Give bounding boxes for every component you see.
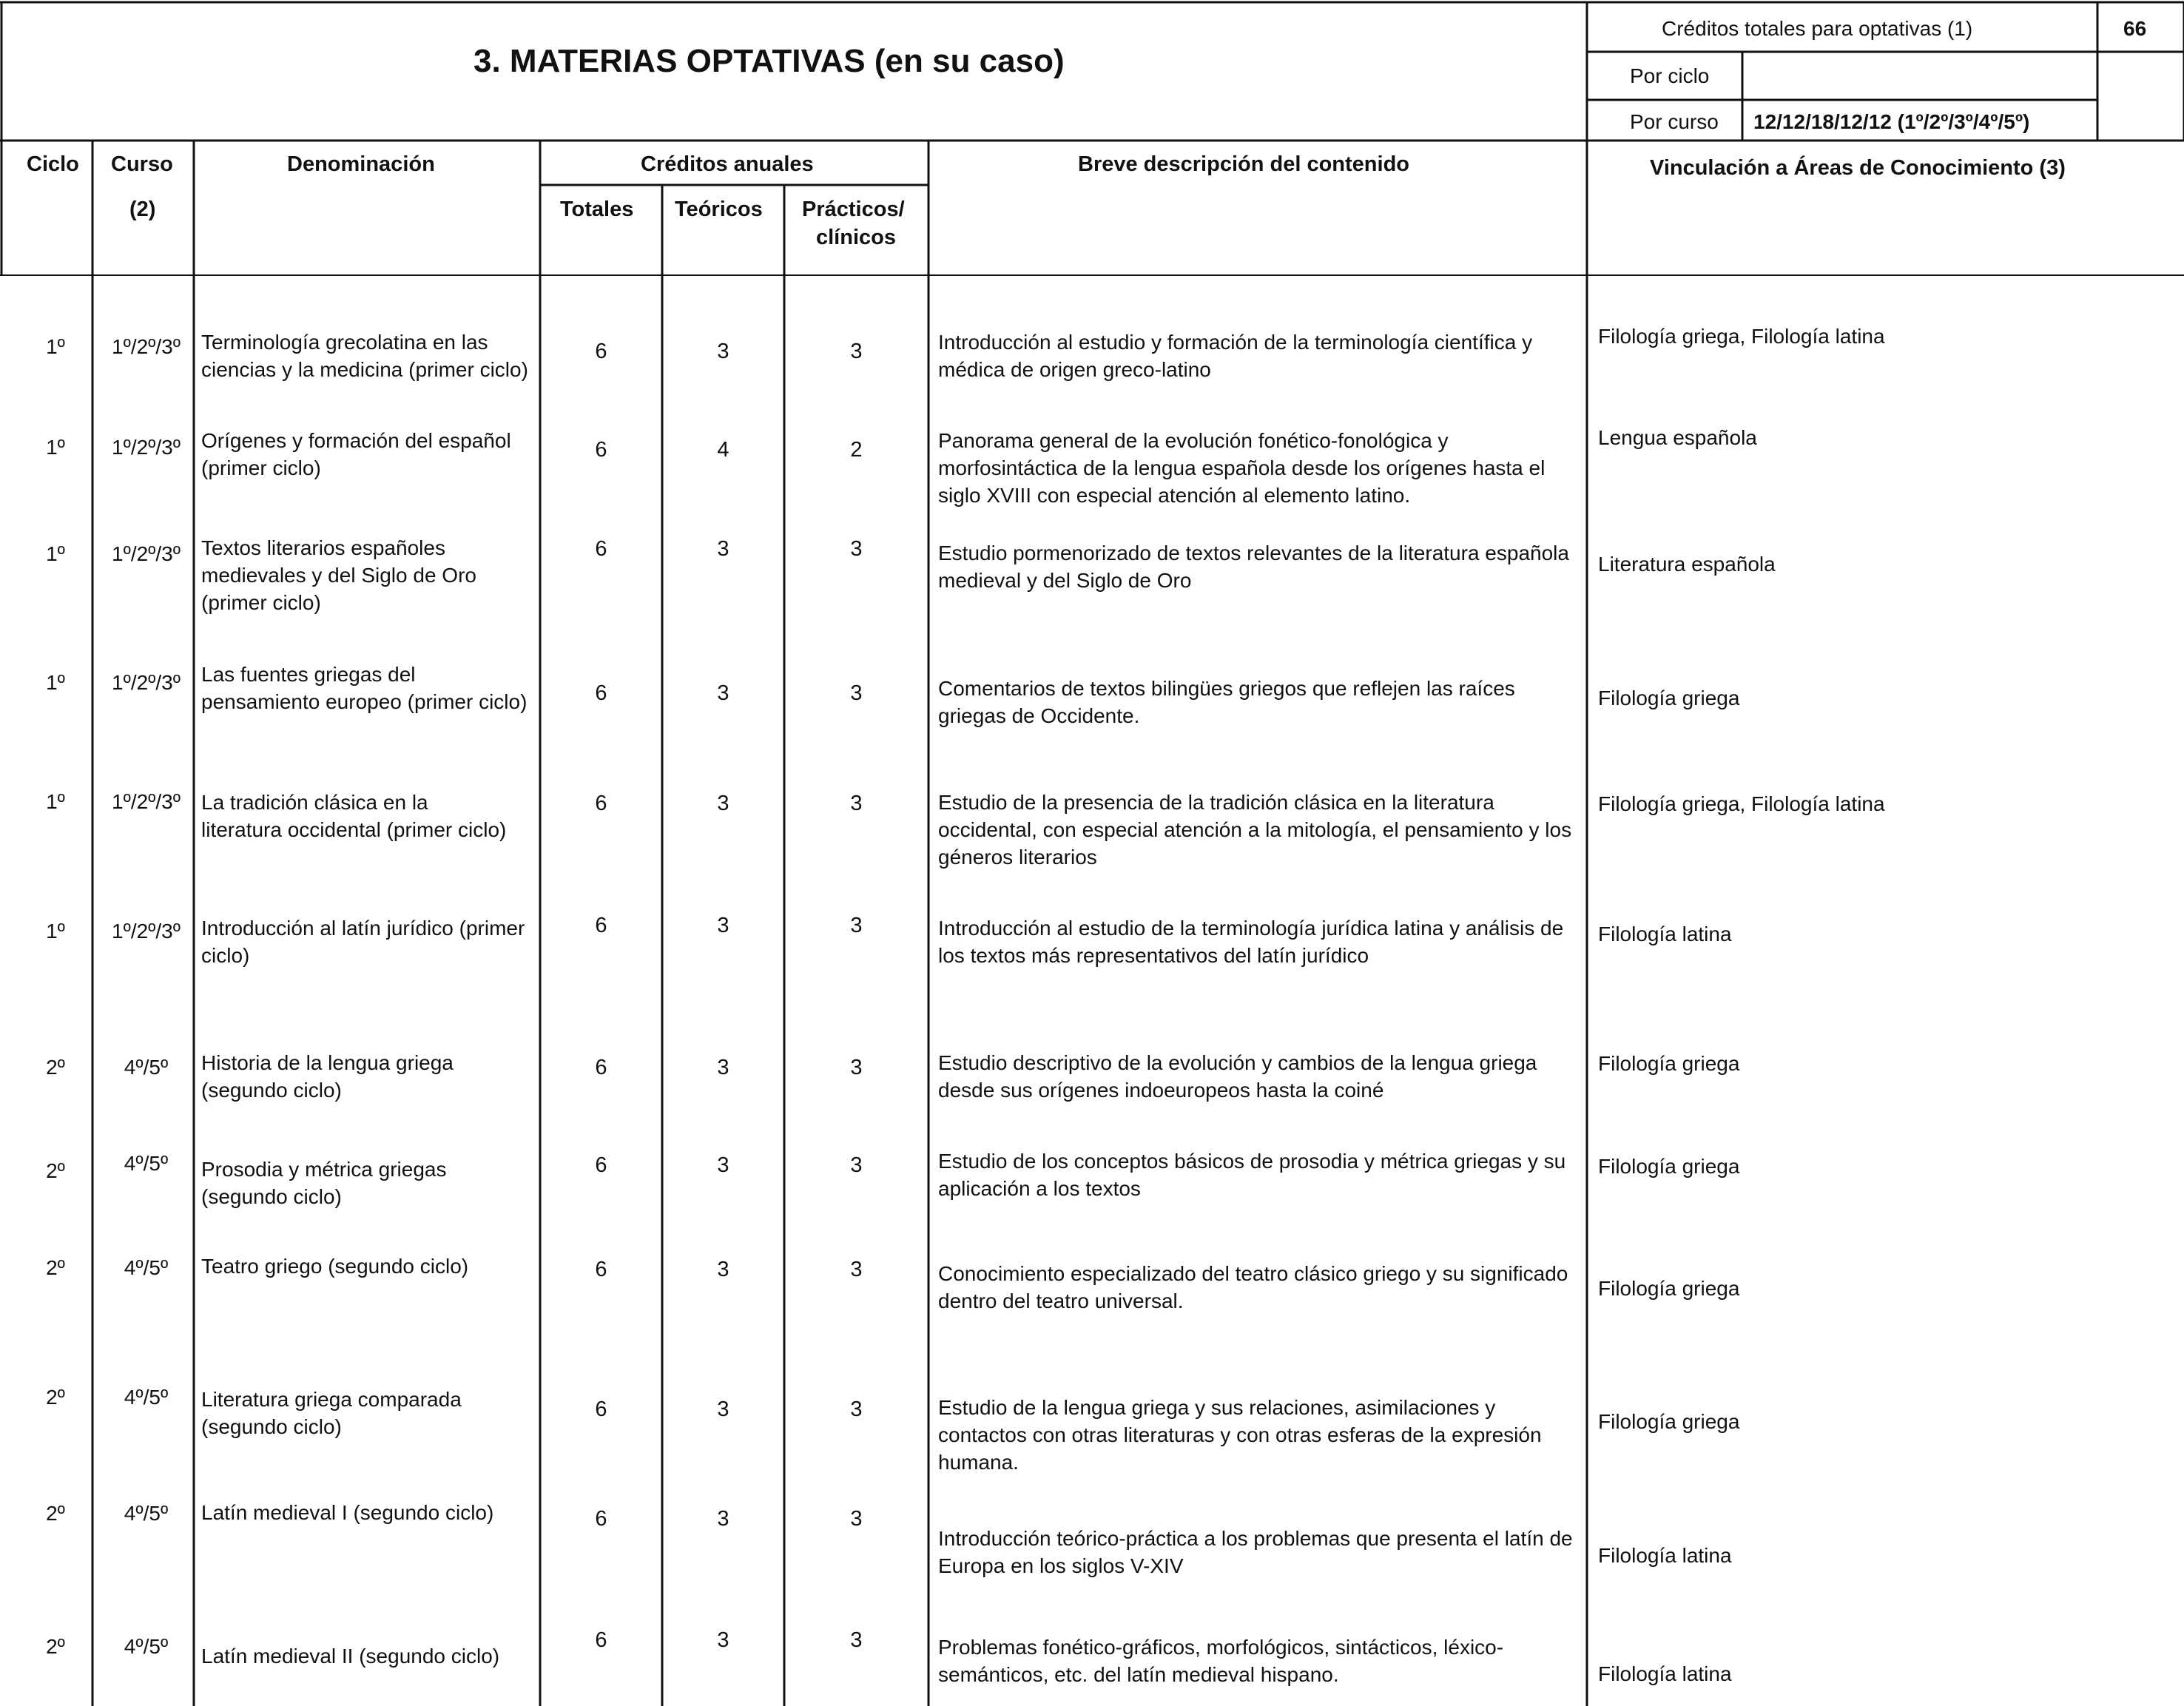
row-4-totales: 6 xyxy=(595,681,607,705)
header-teoricos: Teóricos xyxy=(675,198,763,221)
row-2-curso: 1º/2º/3º xyxy=(112,436,181,459)
row-8-descripcion: Estudio de los conceptos básicos de prosodia y métrica griegas y su aplicación a los textos xyxy=(938,1150,1566,1200)
row-10-practicos: 3 xyxy=(850,1397,863,1421)
row-5-totales: 6 xyxy=(595,792,607,815)
row-8-ciclo: 2º xyxy=(46,1159,65,1182)
row-1-practicos: 3 xyxy=(850,340,863,363)
por-curso-label: Por curso xyxy=(1630,110,1719,133)
row-10-descripcion: Estudio de la lengua griega y sus relaciones, asimilaciones y contactos con otras literaturas y con otras esferas de la expresión humana. xyxy=(938,1396,1542,1474)
row-3-area: Literatura española xyxy=(1598,553,1776,576)
row-5-area: Filología griega, Filología latina xyxy=(1598,792,1885,815)
row-5-teoricos: 3 xyxy=(717,792,729,815)
row-6-area: Filología latina xyxy=(1598,923,1732,945)
row-9-curso: 4º/5º xyxy=(124,1256,169,1279)
row-11-ciclo: 2º xyxy=(46,1502,65,1525)
row-4-teoricos: 3 xyxy=(717,681,729,705)
row-6-teoricos: 3 xyxy=(717,914,729,937)
row-1-totales: 6 xyxy=(595,340,607,363)
row-4-curso: 1º/2º/3º xyxy=(112,671,181,694)
row-2-descripcion: Panorama general de la evolución fonético-fonológica y morfosintáctica de la lengua española desde los orígenes hasta el siglo XVIII con especial atención al elemento latino. xyxy=(938,429,1546,507)
row-11-teoricos: 3 xyxy=(717,1507,729,1531)
row-3-ciclo: 1º xyxy=(46,542,65,565)
row-5-descripcion: Estudio de la presencia de la tradición clásica en la literatura occidental, con especial atención a la mitología, el pensamiento y los géneros literarios xyxy=(938,791,1572,869)
row-1-denominacion: Terminología grecolatina en las ciencias y la medicina (primer ciclo) xyxy=(201,331,528,381)
row-1-area: Filología griega, Filología latina xyxy=(1598,325,1885,348)
row-10-area: Filología griega xyxy=(1598,1410,1740,1433)
row-4-practicos: 3 xyxy=(850,681,863,705)
row-3-totales: 6 xyxy=(595,537,607,561)
por-curso-value: 12/12/18/12/12 (1º/2º/3º/4º/5º) xyxy=(1753,110,2030,133)
row-9-practicos: 3 xyxy=(850,1258,863,1281)
header-creditos-anuales: Créditos anuales xyxy=(641,152,814,176)
row-12-curso: 4º/5º xyxy=(124,1635,169,1658)
header-curso-note: (2) xyxy=(129,198,156,221)
row-11-denominacion: Latín medieval I (segundo ciclo) xyxy=(201,1501,494,1524)
row-12-descripcion: Problemas fonético-gráficos, morfológicos, sintácticos, léxico-semánticos, etc. del latín medieval hispano. xyxy=(938,1636,1504,1686)
row-2-area: Lengua española xyxy=(1598,426,1757,449)
row-3-curso: 1º/2º/3º xyxy=(112,542,181,565)
row-8-curso: 4º/5º xyxy=(124,1152,169,1175)
header-vinculacion: Vinculación a Áreas de Conocimiento (3) xyxy=(1650,156,2066,180)
row-7-area: Filología griega xyxy=(1598,1052,1740,1075)
row-2-teoricos: 4 xyxy=(717,438,729,462)
row-4-denominacion: Las fuentes griegas del pensamiento europeo (primer ciclo) xyxy=(201,663,528,713)
row-6-totales: 6 xyxy=(595,914,607,937)
row-6-denominacion: Introducción al latín jurídico (primer ciclo) xyxy=(201,917,525,967)
row-6-curso: 1º/2º/3º xyxy=(112,920,181,943)
header-denominacion: Denominación xyxy=(287,152,435,176)
row-6-practicos: 3 xyxy=(850,914,863,937)
row-12-teoricos: 3 xyxy=(717,1628,729,1652)
row-2-totales: 6 xyxy=(595,438,607,462)
row-11-totales: 6 xyxy=(595,1507,607,1531)
row-1-teoricos: 3 xyxy=(717,340,729,363)
row-9-descripcion: Conocimiento especializado del teatro clásico griego y su significado dentro del teatro universal. xyxy=(938,1262,1568,1312)
row-8-teoricos: 3 xyxy=(717,1153,729,1177)
row-7-teoricos: 3 xyxy=(717,1056,729,1079)
row-11-descripcion: Introducción teórico-práctica a los problemas que presenta el latín de Europa en los siglos V-XIV xyxy=(938,1527,1573,1577)
row-8-area: Filología griega xyxy=(1598,1155,1740,1178)
row-9-area: Filología griega xyxy=(1598,1277,1740,1300)
row-5-ciclo: 1º xyxy=(46,790,65,813)
row-11-curso: 4º/5º xyxy=(124,1502,169,1525)
row-5-curso: 1º/2º/3º xyxy=(112,790,181,813)
header-ciclo: Ciclo xyxy=(27,152,79,176)
row-9-denominacion: Teatro griego (segundo ciclo) xyxy=(201,1255,469,1278)
row-2-practicos: 2 xyxy=(850,438,863,462)
row-12-totales: 6 xyxy=(595,1628,607,1652)
header-curso: Curso xyxy=(111,152,173,176)
row-11-area: Filología latina xyxy=(1598,1544,1732,1567)
row-8-totales: 6 xyxy=(595,1153,607,1177)
row-1-curso: 1º/2º/3º xyxy=(112,335,181,358)
row-3-descripcion: Estudio pormenorizado de textos relevantes de la literatura española medieval y del Siglo de Oro xyxy=(938,542,1569,592)
row-4-descripcion: Comentarios de textos bilingües griegos que reflejen las raíces griegas de Occidente. xyxy=(938,677,1515,727)
row-12-area: Filología latina xyxy=(1598,1662,1732,1685)
row-7-descripcion: Estudio descriptivo de la evolución y cambios de la lengua griega desde sus orígenes indoeuropeos hasta la coiné xyxy=(938,1051,1537,1102)
row-3-practicos: 3 xyxy=(850,537,863,561)
row-8-practicos: 3 xyxy=(850,1153,863,1177)
row-8-denominacion: Prosodia y métrica griegas (segundo ciclo) xyxy=(201,1158,447,1208)
row-4-ciclo: 1º xyxy=(46,671,65,694)
row-10-curso: 4º/5º xyxy=(124,1386,169,1409)
row-1-descripcion: Introducción al estudio y formación de la terminología científica y médica de origen greco-latino xyxy=(938,331,1533,381)
row-9-ciclo: 2º xyxy=(46,1256,65,1279)
header-clinicos: clínicos xyxy=(816,226,896,249)
row-6-descripcion: Introducción al estudio de la terminología jurídica latina y análisis de los textos más representativos del latín jurídico xyxy=(938,917,1564,967)
header-descripcion: Breve descripción del contenido xyxy=(1078,152,1409,176)
header-totales: Totales xyxy=(560,198,634,221)
row-10-ciclo: 2º xyxy=(46,1386,65,1409)
row-6-ciclo: 1º xyxy=(46,920,65,943)
credits-total-label: Créditos totales para optativas (1) xyxy=(1662,17,1973,40)
row-3-denominacion: Textos literarios españoles medievales y del Siglo de Oro (primer ciclo) xyxy=(201,536,476,614)
page-title: 3. MATERIAS OPTATIVAS (en su caso) xyxy=(473,43,1065,79)
header-practicos: Prácticos/ xyxy=(802,198,905,221)
row-12-denominacion: Latín medieval II (segundo ciclo) xyxy=(201,1645,500,1668)
row-7-ciclo: 2º xyxy=(46,1056,65,1079)
row-1-ciclo: 1º xyxy=(46,335,65,358)
por-ciclo-label: Por ciclo xyxy=(1630,64,1710,87)
row-9-teoricos: 3 xyxy=(717,1258,729,1281)
row-3-teoricos: 3 xyxy=(717,537,729,561)
row-7-totales: 6 xyxy=(595,1056,607,1079)
row-2-denominacion: Orígenes y formación del español (primer ciclo) xyxy=(201,429,511,479)
row-7-curso: 4º/5º xyxy=(124,1056,169,1079)
row-5-practicos: 3 xyxy=(850,792,863,815)
row-4-area: Filología griega xyxy=(1598,687,1740,709)
row-12-practicos: 3 xyxy=(850,1628,863,1652)
row-11-practicos: 3 xyxy=(850,1507,863,1531)
credits-total-value: 66 xyxy=(2123,17,2147,40)
row-7-denominacion: Historia de la lengua griega (segundo ciclo) xyxy=(201,1051,454,1102)
row-10-teoricos: 3 xyxy=(717,1397,729,1421)
row-10-denominacion: Literatura griega comparada (segundo ciclo) xyxy=(201,1388,462,1438)
row-5-denominacion: La tradición clásica en la literatura occidental (primer ciclo) xyxy=(201,791,507,841)
row-2-ciclo: 1º xyxy=(46,436,65,459)
row-9-totales: 6 xyxy=(595,1258,607,1281)
row-10-totales: 6 xyxy=(595,1397,607,1421)
row-7-practicos: 3 xyxy=(850,1056,863,1079)
row-12-ciclo: 2º xyxy=(46,1635,65,1658)
